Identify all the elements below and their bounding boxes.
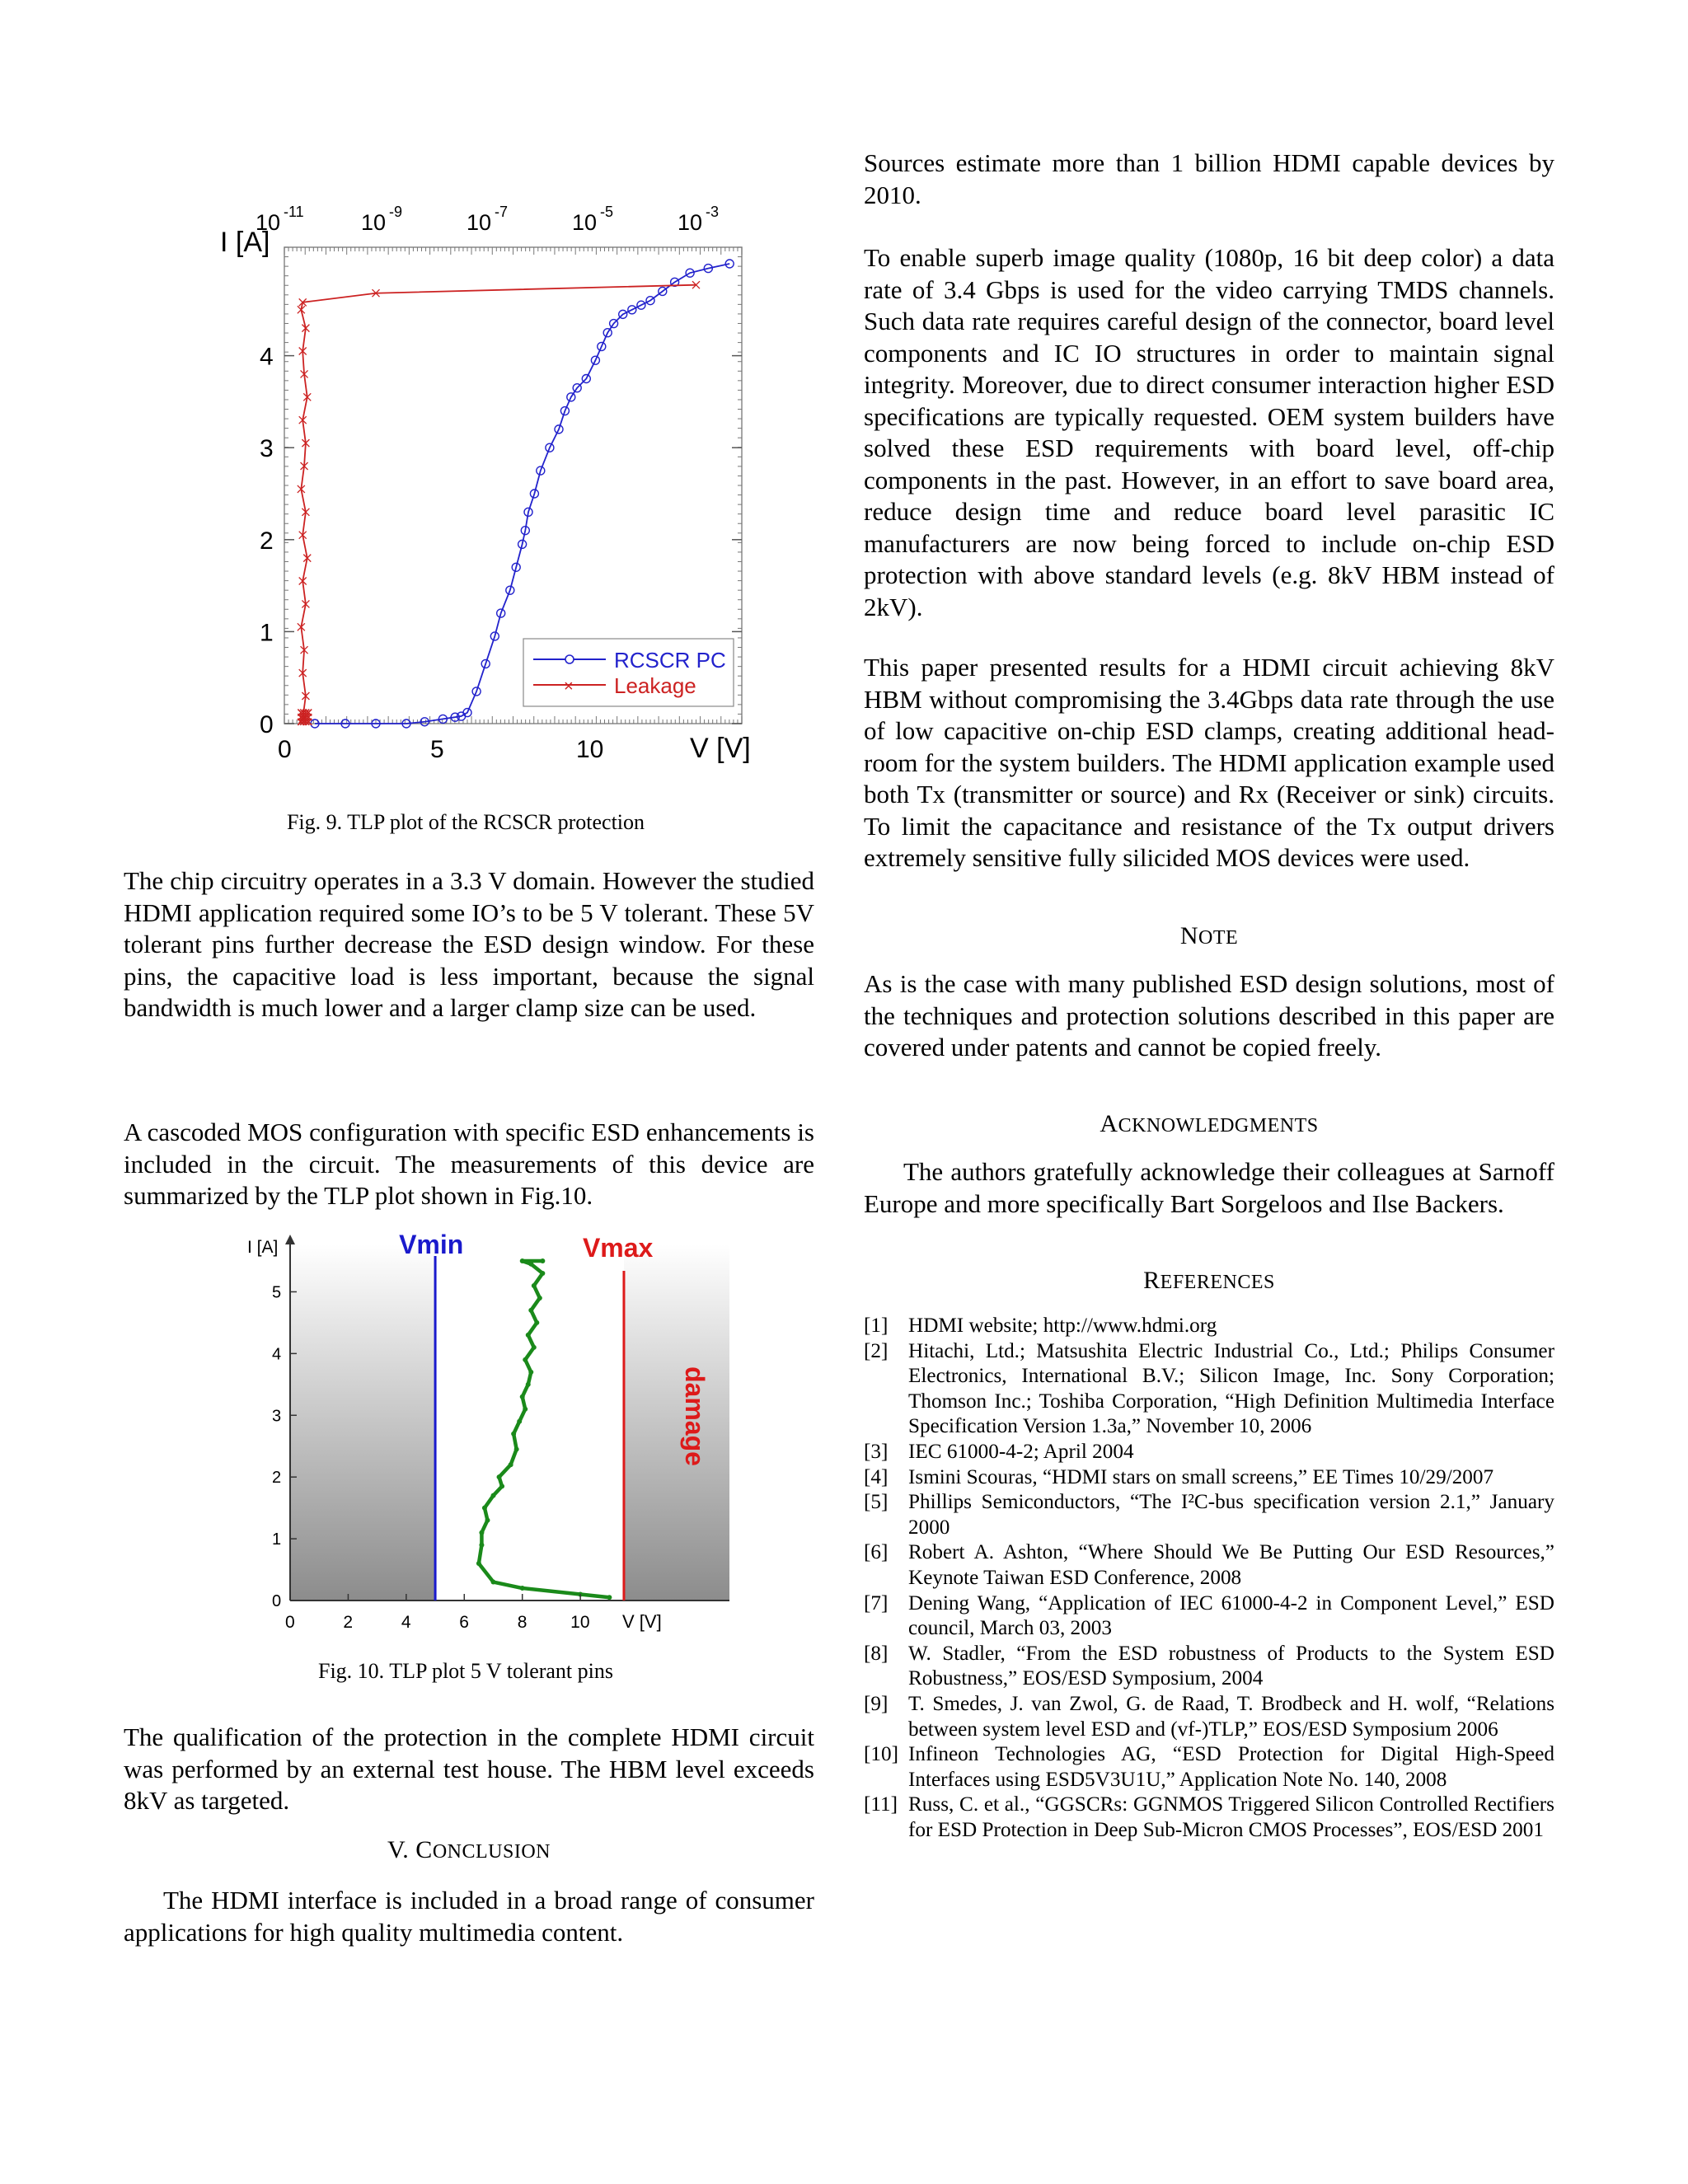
references-heading: REFERENCES <box>1143 1267 1275 1294</box>
fig10-xtick-label: 2 <box>343 1613 354 1632</box>
fig10-xtick-label: 4 <box>401 1613 411 1632</box>
right-para-2: To enable superb image quality (1080p, 16 bit deep color) a data rate of 3.4 Gbps is used for the video carrying TMDS channels. Such data rate requires careful design of the connector, board level components and IC IO structures in order to maintain signal integrity. Moreover, due to direct consumer interaction higher ESD specifications are typically requested. OEM system builders have solved these ESD requirements with board level, off-chip components in the past. However, in an effort to save board area, reduce design time and reduce board level parasitic IC manufacturers are now being forced to include on-chip ESD protection with above standard levels (e.g. 8kV HBM instead of 2kV). <box>864 243 1554 621</box>
reference-text: Russ, C. et al., “GGSCRs: GGNMOS Triggered Silicon Controlled Rectifiers for ESD Protection in Deep Sub-Micron CMOS Processes”, EOS/ESD 2001 <box>908 1793 1554 1841</box>
fig10-tlp-point <box>532 1283 537 1288</box>
right-para-5: The authors gratefully acknowledge their colleagues at Sarnoff Europe and more specifically Bart Sorgeloos and Ilse Backers. <box>864 1157 1554 1218</box>
fig10-tlp-point <box>479 1543 484 1548</box>
fig9-legend-rcscr: RCSCR PC <box>614 648 726 673</box>
reference-number: [8] <box>864 1642 889 1665</box>
right-para-1: Sources estimate more than 1 billion HDMI capable devices by 2010. <box>864 148 1554 209</box>
fig10-tlp-point <box>491 1493 496 1498</box>
fig10-tlp-point <box>607 1595 612 1600</box>
fig10-xtick-label: 10 <box>570 1613 590 1632</box>
fig9-xlabel: V [V] <box>690 733 751 764</box>
reference-item <box>864 1742 1554 1793</box>
reference-number: [1] <box>864 1315 889 1337</box>
fig10-xtick-label: 8 <box>517 1613 528 1632</box>
fig10-tlp-point <box>491 1580 496 1585</box>
ack-heading: ACKNOWLEDGMENTS <box>1100 1110 1319 1137</box>
fig9-legend-marker-rcscr <box>565 655 574 663</box>
reference-text: Dening Wang, “Application of IEC 61000-4-2 in Component Level,” ESD council, March 03, 2003 <box>908 1591 1554 1640</box>
reference-item <box>864 1490 1554 1540</box>
fig9-top-tick-exponent: -11 <box>284 204 304 220</box>
reference-text: Hitachi, Ltd.; Matsushita Electric Industrial Co., Ltd.; Philips Consumer Electronics, International B.V.; Silicon Image, Inc. Sony Corporation; Thomson Inc.; Toshiba Corporation, “High Definition Multimedia Interface Specification Version 1.3a,” November 10, 2006 <box>908 1339 1554 1438</box>
reference-item <box>864 1540 1554 1591</box>
reference-item <box>864 1465 1554 1491</box>
reference-number: [7] <box>864 1591 889 1615</box>
fig10-tlp-point <box>520 1394 525 1399</box>
fig10-ytick-label: 5 <box>272 1283 282 1302</box>
fig10-tlp-point <box>509 1462 513 1467</box>
fig9-legend <box>523 639 734 706</box>
fig10-design-window <box>435 1244 624 1601</box>
reference-item <box>864 1642 1554 1692</box>
reference-item <box>864 1440 1554 1465</box>
fig10-y-axis-arrow <box>285 1235 295 1244</box>
fig10-tlp-point <box>520 1258 525 1263</box>
references-list <box>864 1314 1554 1843</box>
reference-number: [4] <box>864 1465 889 1488</box>
fig10-tlp-point <box>528 1308 533 1313</box>
reference-number: [6] <box>864 1541 889 1564</box>
fig10-tlp-point <box>528 1262 533 1267</box>
reference-number: [3] <box>864 1440 889 1463</box>
fig10-tlp-point <box>526 1382 531 1387</box>
fig10-ytick-label: 3 <box>272 1407 282 1426</box>
fig10-ytick-label: 0 <box>272 1592 282 1610</box>
fig10-vmin-label: Vmin <box>399 1230 464 1259</box>
reference-text: IEC 61000-4-2; April 2004 <box>908 1440 1134 1463</box>
fig9-legend-marker-leakage: × <box>564 677 574 696</box>
fig10-tlp-point <box>540 1258 545 1263</box>
fig9-top-tick-exponent: -9 <box>389 204 403 220</box>
reference-item <box>864 1793 1554 1843</box>
fig10-caption: Fig. 10. TLP plot 5 V tolerant pins <box>317 1659 613 1683</box>
fig9-ytick-label: 2 <box>260 527 274 555</box>
fig10-tlp-point <box>526 1333 531 1338</box>
fig10-tlp-point <box>511 1432 516 1436</box>
reference-text: Robert A. Ashton, “Where Should We Be Putting Our ESD Resources,” Keynote Taiwan ESD Conference, 2008 <box>908 1541 1554 1589</box>
fig9-legend-leakage: Leakage <box>614 673 696 698</box>
fig10-tlp-point <box>476 1561 481 1566</box>
reference-number: [5] <box>864 1491 889 1514</box>
reference-text: W. Stadler, “From the ESD robustness of Products to the System ESD Robustness,” EOS/ESD Symposium, 2004 <box>908 1642 1554 1690</box>
fig10-tlp-point <box>540 1271 545 1276</box>
fig10-xlabel: V [V] <box>622 1611 662 1632</box>
reference-item <box>864 1692 1554 1742</box>
fig10-xtick-label: 6 <box>459 1613 469 1632</box>
fig10-tlp-point <box>514 1446 519 1451</box>
fig10-damage-region <box>624 1244 729 1601</box>
fig10-tlp-point <box>523 1357 528 1362</box>
fig9-ytick-label: 3 <box>260 435 274 463</box>
fig10-ytick-label: 1 <box>272 1530 282 1549</box>
fig10-xtick-label: 0 <box>285 1613 295 1632</box>
fig9-top-tick-label: 10 <box>256 210 281 235</box>
fig9-ylabel: I [A] <box>220 227 270 258</box>
fig9-top-tick-label: 10 <box>678 210 703 235</box>
fig10-tlp-point <box>534 1320 539 1325</box>
reference-number: [2] <box>864 1339 889 1362</box>
reference-number: [9] <box>864 1692 889 1715</box>
fig10-damage-label: damage <box>680 1366 710 1466</box>
reference-item <box>864 1591 1554 1642</box>
fig9-top-tick-exponent: -3 <box>706 204 720 220</box>
fig9-caption: Fig. 9. TLP plot of the RCSCR protection <box>286 810 645 834</box>
fig10-safe-region-left <box>290 1244 435 1601</box>
fig9-xtick-label: 10 <box>576 736 604 763</box>
fig10-tlp-point <box>532 1345 537 1350</box>
conclusion-heading: V. CONCLUSION <box>387 1836 551 1863</box>
fig9-xtick-label: 0 <box>278 736 292 763</box>
fig10-tlp-point <box>499 1483 504 1488</box>
fig9-top-tick-label: 10 <box>572 210 598 235</box>
fig10-vmax-label: Vmax <box>582 1233 654 1263</box>
left-para-2: A cascoded MOS configuration with specific ESD enhancements is included in the circuit. The measurements of this device are summarized by the TLP plot shown in Fig.10. <box>124 1118 814 1210</box>
fig10-tlp-point <box>485 1518 490 1523</box>
right-para-3: This paper presented results for a HDMI circuit achieving 8kV HBM without compromising the 3.4Gbps data rate through the use of low capacitive on-chip ESD clamps, creating additional head-room for the system builders. The HDMI application example used both Tx (transmitter or source) and Rx (Receiver or sink) circuits. To limit the capacitance and resistance of the Tx output drivers extremely sensitive fully silicided MOS devices were used. <box>864 653 1554 872</box>
fig10-tlp-point <box>528 1370 533 1375</box>
fig10-tlp-point <box>479 1530 484 1535</box>
fig9-ytick-label: 0 <box>260 711 274 738</box>
reference-text: HDMI website; http://www.hdmi.org <box>908 1315 1217 1337</box>
reference-item <box>864 1314 1554 1339</box>
left-para-3: The qualification of the protection in the complete HDMI circuit was performed by an external test house. The HBM level exceeds 8kV as targeted. <box>124 1722 814 1815</box>
reference-text: Infineon Technologies AG, “ESD Protection for Digital High-Speed Interfaces using ESD5V3U1U,” Application Note No. 140, 2008 <box>908 1743 1554 1791</box>
fig9-chart <box>210 194 771 771</box>
reference-number: [11] <box>864 1793 898 1816</box>
fig9-top-tick-exponent: -5 <box>600 204 614 220</box>
left-para-4: The HDMI interface is included in a broad range of consumer applications for high quality multimedia content. <box>124 1886 814 1947</box>
fig10-tlp-point <box>520 1586 525 1591</box>
fig10-tlp-point <box>537 1296 542 1301</box>
right-para-4: As is the case with many published ESD design solutions, most of the techniques and protection solutions described in this paper are covered under patents and cannot be copied freely. <box>864 969 1554 1062</box>
reference-text: T. Smedes, J. van Zwol, G. de Raad, T. Brodbeck and H. wolf, “Relations between system level ESD and (vf-)TLP,” EOS/ESD Symposium 2006 <box>908 1692 1554 1741</box>
fig9-top-tick-exponent: -7 <box>495 204 509 220</box>
fig9-ytick-label: 4 <box>260 343 274 371</box>
note-heading: NOTE <box>1179 922 1239 949</box>
fig9-ytick-label: 1 <box>260 619 274 647</box>
fig10-tlp-point <box>517 1419 522 1424</box>
fig9-xtick-label: 5 <box>430 736 444 763</box>
fig10-chart <box>239 1228 750 1648</box>
fig10-ylabel: I [A] <box>247 1238 279 1257</box>
fig10-tlp-point <box>523 1407 528 1412</box>
reference-item <box>864 1339 1554 1440</box>
fig10-ytick-label: 2 <box>272 1469 282 1488</box>
fig9-top-tick-label: 10 <box>467 210 492 235</box>
fig10-ytick-label: 4 <box>272 1345 282 1364</box>
reference-text: Ismini Scouras, “HDMI stars on small screens,” EE Times 10/29/2007 <box>908 1465 1494 1488</box>
fig9-top-tick-label: 10 <box>361 210 387 235</box>
fig10-tlp-point <box>482 1506 487 1511</box>
reference-number: [10] <box>864 1743 898 1766</box>
reference-text: Phillips Semiconductors, “The I²C-bus specification version 2.1,” January 2000 <box>908 1491 1554 1539</box>
fig10-tlp-point <box>497 1474 502 1479</box>
left-para-1: The chip circuitry operates in a 3.3 V domain. However the studied HDMI application required some IO’s to be 5 V tolerant. These 5V tolerant pins further decrease the ESD design window. For these pins, the capacitive load is less important, because the signal bandwidth is much lower and a larger clamp size can be used. <box>124 866 814 1022</box>
